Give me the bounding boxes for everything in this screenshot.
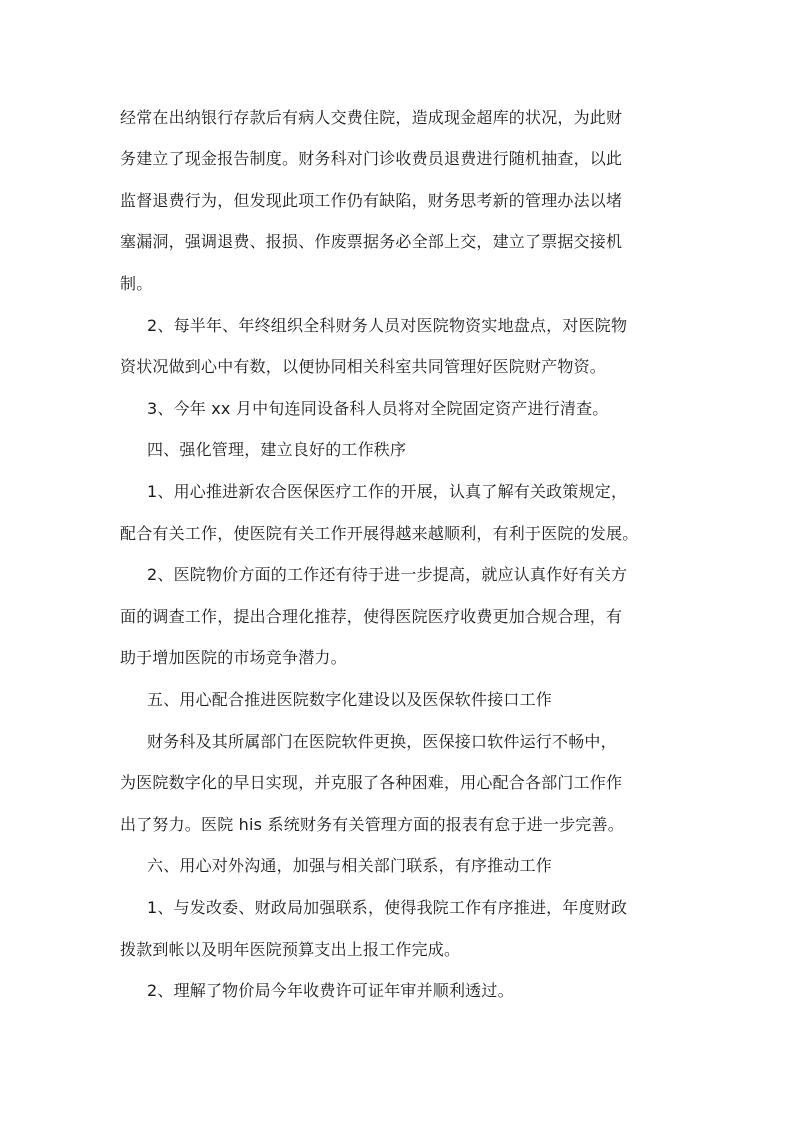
list-item-line: 2、医院物价方面的工作还有待于进一步提高，就应认真作好有关方 — [147, 565, 628, 584]
paragraph-line: 务建立了现金报告制度。财务科对门诊收费员退费进行随机抽查，以此 — [120, 149, 623, 168]
section-heading: 六、用心对外沟通，加强与相关部门联系，有序推动工作 — [147, 856, 553, 875]
paragraph-line: 监督退费行为，但发现此项工作仍有缺陷，财务思考新的管理办法以堵 — [120, 191, 623, 210]
list-item-line: 2、理解了物价局今年收费许可证年审并顺利透过。 — [147, 981, 514, 1000]
paragraph-line: 面的调查工作，提出合理化推荐，使得医院医疗收费更加合规合理，有 — [120, 607, 623, 626]
paragraph-line: 塞漏洞，强调退费、报损、作废票据务必全部上交，建立了票据交接机 — [120, 232, 623, 251]
list-item-line: 1、用心推进新农合医保医疗工作的开展，认真了解有关政策规定， — [147, 482, 628, 501]
paragraph-line: 拨款到帐以及明年医院预算支出上报工作完成。 — [120, 940, 461, 959]
paragraph-line: 为医院数字化的早日实现，并克服了各种困难，用心配合各部门工作作 — [120, 773, 623, 792]
paragraph-line: 助于增加医院的市场竞争潜力。 — [120, 648, 347, 667]
paragraph-line: 经常在出纳银行存款后有病人交费住院，造成现金超库的状况，为此财 — [120, 108, 623, 127]
list-item-line: 1、与发改委、财政局加强联系，使得我院工作有序推进，年度财政 — [147, 898, 628, 917]
paragraph-line: 资状况做到心中有数，以便协同相关科室共同管理好医院财产物资。 — [120, 357, 607, 376]
paragraph-line: 出了努力。医院 his 系统财务有关管理方面的报表有怠于进一步完善。 — [120, 815, 624, 834]
list-item-line: 3、今年 xx 月中旬连同设备科人员将对全院固定资产进行清查。 — [147, 399, 609, 418]
paragraph-line: 财务科及其所属部门在医院软件更换，医保接口软件运行不畅中， — [147, 732, 617, 751]
list-item-line: 2、每半年、年终组织全科财务人员对医院物资实地盘点，对医院物 — [147, 316, 628, 335]
section-heading: 四、强化管理，建立良好的工作秩序 — [147, 440, 407, 459]
paragraph-line: 配合有关工作，使医院有关工作开展得越来越顺利，有利于医院的发展。 — [120, 524, 639, 543]
paragraph-line: 制。 — [120, 274, 153, 293]
section-heading: 五、用心配合推进医院数字化建设以及医保软件接口工作 — [147, 690, 553, 709]
